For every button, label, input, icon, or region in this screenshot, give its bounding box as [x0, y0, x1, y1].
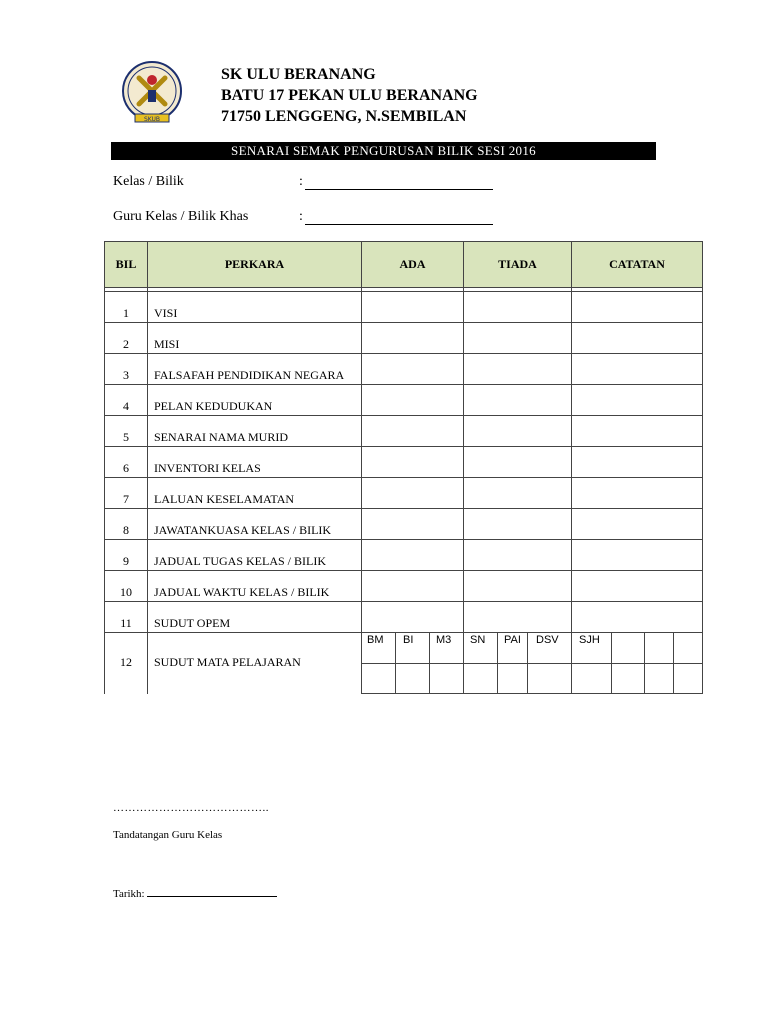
perkara-cell: SENARAI NAMA MURID	[148, 416, 362, 447]
tiada-cell	[464, 354, 572, 385]
kelas-bilik-label: Kelas / Bilik	[113, 174, 184, 189]
kelas-bilik-blank-line	[305, 189, 493, 190]
empty-cell	[674, 633, 703, 664]
school-header	[221, 64, 478, 127]
table-row	[105, 602, 703, 633]
catatan-cell	[572, 571, 703, 602]
empty-cell	[612, 664, 645, 694]
bil-cell: 12	[105, 633, 148, 694]
header-bil: BIL	[105, 242, 148, 288]
table-row	[105, 540, 703, 571]
empty-cell	[464, 664, 498, 694]
table-row	[105, 571, 703, 602]
subject-sjh: SJH	[572, 633, 612, 664]
tiada-cell	[464, 478, 572, 509]
catatan-cell	[572, 447, 703, 478]
table-row	[105, 416, 703, 447]
catatan-cell	[572, 416, 703, 447]
field-colon: :	[299, 209, 303, 224]
ada-cell	[362, 447, 464, 478]
perkara-cell: LALUAN KESELAMATAN	[148, 478, 362, 509]
date-label: Tarikh:	[113, 888, 145, 900]
bil-cell: 3	[105, 354, 148, 385]
perkara-cell: INVENTORI KELAS	[148, 447, 362, 478]
table-row	[105, 447, 703, 478]
tiada-cell	[464, 416, 572, 447]
tiada-cell	[464, 323, 572, 354]
header-perkara: PERKARA	[148, 242, 362, 288]
ada-cell	[362, 509, 464, 540]
empty-cell	[612, 633, 645, 664]
tiada-cell	[464, 385, 572, 416]
tiada-cell	[464, 292, 572, 323]
ada-cell	[362, 385, 464, 416]
empty-cell	[645, 633, 674, 664]
perkara-cell: JADUAL TUGAS KELAS / BILIK	[148, 540, 362, 571]
bil-cell: 6	[105, 447, 148, 478]
ada-cell	[362, 571, 464, 602]
signature-dotted-line: …………………………………..	[113, 802, 269, 814]
empty-cell	[498, 664, 528, 694]
catatan-cell	[572, 540, 703, 571]
empty-cell	[396, 664, 430, 694]
checklist-table	[104, 241, 703, 694]
subject-m3: M3	[430, 633, 464, 664]
guru-kelas-blank-line	[305, 224, 493, 225]
date-blank-line	[147, 896, 277, 897]
table-row	[105, 478, 703, 509]
catatan-cell	[572, 509, 703, 540]
subject-bm: BM	[362, 633, 396, 664]
catatan-cell	[572, 385, 703, 416]
header-catatan: CATATAN	[572, 242, 703, 288]
table-row	[105, 323, 703, 354]
perkara-cell: SUDUT OPEM	[148, 602, 362, 633]
field-colon: :	[299, 174, 303, 189]
table-row-12	[105, 633, 703, 664]
header-ada: ADA	[362, 242, 464, 288]
bil-cell: 5	[105, 416, 148, 447]
subject-sn: SN	[464, 633, 498, 664]
tiada-cell	[464, 540, 572, 571]
subject-bi: BI	[396, 633, 430, 664]
bil-cell: 7	[105, 478, 148, 509]
bil-cell: 8	[105, 509, 148, 540]
empty-cell	[430, 664, 464, 694]
bil-cell: 4	[105, 385, 148, 416]
catatan-cell	[572, 602, 703, 633]
subject-dsv: DSV	[528, 633, 572, 664]
perkara-cell: MISI	[148, 323, 362, 354]
bil-cell: 9	[105, 540, 148, 571]
tiada-cell	[464, 602, 572, 633]
catatan-cell	[572, 323, 703, 354]
bil-cell: 10	[105, 571, 148, 602]
ada-cell	[362, 478, 464, 509]
table-header-row	[105, 242, 703, 288]
ada-cell	[362, 323, 464, 354]
header-tiada: TIADA	[464, 242, 572, 288]
ada-cell	[362, 540, 464, 571]
table-row	[105, 385, 703, 416]
table-row	[105, 292, 703, 323]
empty-cell	[572, 664, 612, 694]
guru-kelas-field	[113, 209, 303, 225]
ada-cell	[362, 292, 464, 323]
ada-cell	[362, 354, 464, 385]
svg-text:SKUB: SKUB	[143, 116, 161, 123]
signature-label: Tandatangan Guru Kelas	[113, 829, 223, 841]
table-row	[105, 509, 703, 540]
catatan-cell	[572, 292, 703, 323]
bil-cell: 1	[105, 292, 148, 323]
school-logo	[121, 60, 183, 126]
empty-cell	[674, 664, 703, 694]
catatan-cell	[572, 478, 703, 509]
table-row	[105, 354, 703, 385]
perkara-cell: VISI	[148, 292, 362, 323]
ada-cell	[362, 602, 464, 633]
ada-cell	[362, 416, 464, 447]
empty-cell	[645, 664, 674, 694]
bil-cell: 11	[105, 602, 148, 633]
perkara-cell: JADUAL WAKTU KELAS / BILIK	[148, 571, 362, 602]
address-line-2: 71750 LENGGENG, N.SEMBILAN	[221, 108, 467, 125]
kelas-bilik-field	[113, 174, 303, 190]
subject-pai: PAI	[498, 633, 528, 664]
perkara-cell: SUDUT MATA PELAJARAN	[148, 633, 362, 694]
tiada-cell	[464, 509, 572, 540]
perkara-cell: FALSAFAH PENDIDIKAN NEGARA	[148, 354, 362, 385]
document-title-banner: SENARAI SEMAK PENGURUSAN BILIK SESI 2016	[111, 142, 656, 160]
date-field	[113, 888, 277, 900]
empty-cell	[362, 664, 396, 694]
bil-cell: 2	[105, 323, 148, 354]
perkara-cell: PELAN KEDUDUKAN	[148, 385, 362, 416]
school-name: SK ULU BERANANG	[221, 66, 376, 83]
tiada-cell	[464, 571, 572, 602]
empty-cell	[528, 664, 572, 694]
perkara-cell: JAWATANKUASA KELAS / BILIK	[148, 509, 362, 540]
catatan-cell	[572, 354, 703, 385]
address-line-1: BATU 17 PEKAN ULU BERANANG	[221, 87, 478, 104]
tiada-cell	[464, 447, 572, 478]
guru-kelas-label: Guru Kelas / Bilik Khas	[113, 209, 249, 224]
